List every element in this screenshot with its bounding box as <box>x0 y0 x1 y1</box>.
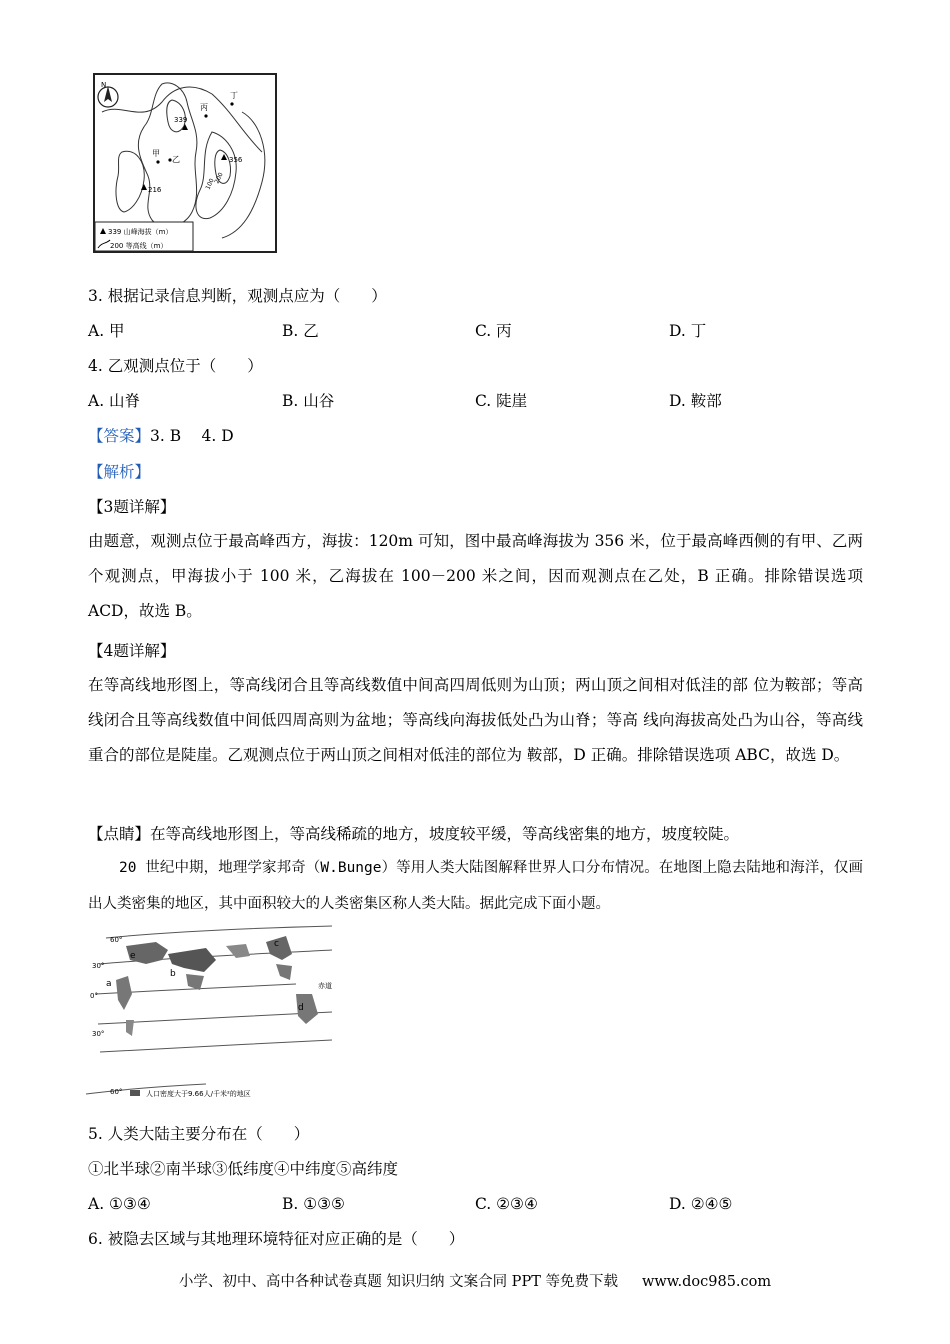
detail-4-tag: 【4题详解】 <box>88 642 176 660</box>
letter-d: d <box>298 1003 304 1013</box>
contour-100-label: 100 <box>204 177 216 191</box>
legend-contour: 200 等高线（m） <box>110 242 168 250</box>
peak-356-label: 356 <box>229 156 243 164</box>
question-5-choices: ①北半球②南半球③低纬度④中纬度⑤高纬度 <box>88 1160 399 1178</box>
q5-option-a: A. ①③④ <box>88 1195 151 1213</box>
q4-option-c: C. 陡崖 <box>475 392 528 410</box>
q3-option-c: C. 丙 <box>475 322 512 340</box>
letter-e: e <box>130 951 136 961</box>
peak-216-label: 216 <box>148 186 162 194</box>
q3-option-b: B. 乙 <box>282 322 319 340</box>
peak-339-label: 339 <box>174 116 188 124</box>
legend-density: 人口密度大于9.66人/千米²的地区 <box>146 1090 251 1098</box>
intro-paragraph: 20 世纪中期，地理学家邦奇（W.Bunge）等用人类大陆图解释世界人口分布情况。在地图上隐去陆地和海洋，仅画出人类密集的地区，其中面积较大的人类密集区称人类大陆。据此完成下面小题。 <box>88 860 863 912</box>
point-jia-label: 甲 <box>152 149 160 158</box>
answer-tag: 【答案】 <box>88 427 151 445</box>
footer-url[interactable]: www.doc985.com <box>641 1274 772 1290</box>
detail-4-text: 在等高线地形图上，等高线闭合且等高线数值中间高四周低则为山顶；两山顶之间相对低洼的部 位为鞍部；等高线闭合且等高线数值中间低四周高则为盆地；等高线向海拔低处凸为山脊；等高 线向海拔高处凸为山谷，等高线重合的部位是陡崖。乙观测点位于两山顶之间相对低洼的部位为 鞍部，D 正确。排除错误选项 ABC，故选 D。 <box>88 676 863 764</box>
answer-line <box>88 426 234 446</box>
dianjing-text: 在等高线地形图上，等高线稀疏的地方，坡度较平缓，等高线密集的地方，坡度较陡。 <box>150 825 740 843</box>
lat-0: 0° <box>90 992 98 1000</box>
q4-option-b: B. 山谷 <box>282 392 335 410</box>
question-3-stem: 3. 根据记录信息判断，观测点应为（ ） <box>88 287 387 305</box>
point-ding-label: 丁 <box>230 91 238 100</box>
point-bing-label: 丙 <box>200 103 208 112</box>
q5-option-c: C. ②③④ <box>475 1195 538 1213</box>
contour-map-figure <box>92 72 278 254</box>
detail-3-tag: 【3题详解】 <box>88 498 176 516</box>
point-yi-label: 乙 <box>172 155 180 164</box>
north-label: N <box>101 81 107 89</box>
q4-option-a: A. 山脊 <box>88 392 141 410</box>
q5-option-b: B. ①③⑤ <box>282 1195 345 1213</box>
q4-option-d: D. 鞍部 <box>669 392 722 410</box>
population-map-figure <box>86 924 342 1102</box>
lat-30n: 30° <box>92 962 105 970</box>
q5-option-d: D. ②④⑤ <box>669 1195 733 1213</box>
question-6-stem: 6. 被隐去区域与其地理环境特征对应正确的是（ ） <box>88 1230 465 1248</box>
q3-option-a: A. 甲 <box>88 322 125 340</box>
letter-a: a <box>106 979 112 989</box>
page-footer <box>0 1270 950 1291</box>
answer-text: 3. B 4. D <box>150 427 234 445</box>
analysis-tag: 【解析】 <box>88 463 151 481</box>
question-5-stem: 5. 人类大陆主要分布在（ ） <box>88 1125 310 1143</box>
dianjing-line <box>88 824 739 844</box>
detail-3-text: 由题意，观测点位于最高峰西方，海拔：120m 可知，图中最高峰海拔为 356 米，位于最高峰西侧的有甲、乙两个观测点，甲海拔小于 100 米，乙海拔在 100－200 米之间，因而观测点在乙处，B 正确。排除错误选项 ACD，故选 B。 <box>88 532 863 620</box>
legend-peak: 339 山峰海拔（m） <box>108 228 173 236</box>
letter-b: b <box>170 969 176 979</box>
q3-option-d: D. 丁 <box>669 322 707 340</box>
contour-200-label: 200 <box>213 171 225 185</box>
lat-30s: 30° <box>92 1030 105 1038</box>
lat-60n: 60° <box>110 936 123 944</box>
question-4-stem: 4. 乙观测点位于（ ） <box>88 357 263 375</box>
letter-c: c <box>274 939 279 949</box>
equator-label: 赤道 <box>318 982 332 990</box>
lat-60s: 60° <box>110 1088 123 1096</box>
dianjing-tag: 【点睛】 <box>88 825 151 843</box>
footer-text: 小学、初中、高中各种试卷真题 知识归纳 文案合同 PPT 等免费下载 <box>178 1274 618 1290</box>
